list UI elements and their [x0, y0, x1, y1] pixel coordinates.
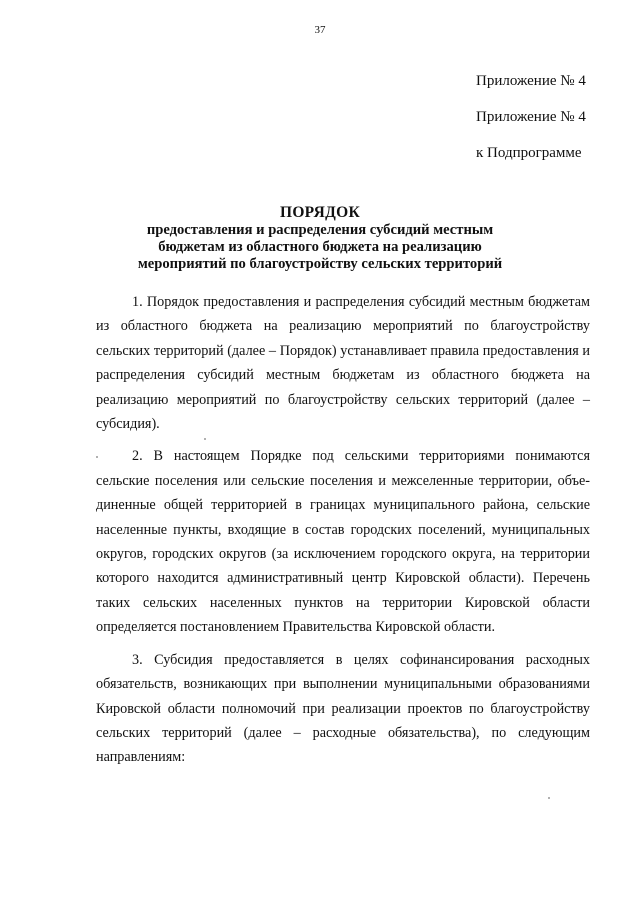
- document-body: [96, 290, 590, 778]
- document-subtitle-line-1: предоставления и распределения субсидий местным: [146, 222, 494, 238]
- scan-speck: [204, 438, 206, 440]
- paragraph-1: 1. Порядок предоставления и распределения субсидий местным бюджетам из областного бюджета на реализацию мероприятий по благоустройству сельских территорий (далее – Порядок) устанавливает правила предоставления и распределения субсидий местным бюджетам из областного бюджета на реализацию мероприятий по благоустройству сельских территорий (далее – субсидия).: [96, 294, 590, 433]
- appendix-label-repeat: Приложение № 4: [476, 109, 586, 125]
- appendix-label: Приложение № 4: [476, 73, 586, 89]
- document-title-block: [0, 203, 640, 273]
- paragraph-2: 2. В настоящем Порядке под сельскими территориями понимаются сельские поселения или сельские поселения и межселенные территории, объединенные общей территорией в границах муниципального района, сельские населенные пункты, входящие в состав городских поселений, муниципальных округов, городских округов (за исключением городского округа, на территории которого находится административный центр Кировской области). Перечень таких сельских населенных пунктов на территории Кировской области определяется постановлением Правительства Кировской области.: [96, 448, 590, 636]
- paragraph-3: 3. Субсидия предоставляется в целях софинансирования расходных обязательств, возникающих при выполнении муниципальными образованиями Кировской области полномочий при реализации проектов по благоустройству сельских территорий (далее – расходные обязательства), по следующим направлениям:: [96, 651, 590, 766]
- page-number: 37: [314, 24, 326, 36]
- document-subtitle-line-3: мероприятий по благоустройству сельских территорий: [137, 256, 503, 272]
- document-subtitle-line-2: бюджетам из областного бюджета на реализацию: [158, 239, 482, 255]
- document-title: ПОРЯДОК: [279, 204, 361, 221]
- appendix-reference: к Подпрограмме: [476, 145, 582, 161]
- scan-speck: [96, 456, 98, 458]
- scan-speck: [548, 797, 550, 799]
